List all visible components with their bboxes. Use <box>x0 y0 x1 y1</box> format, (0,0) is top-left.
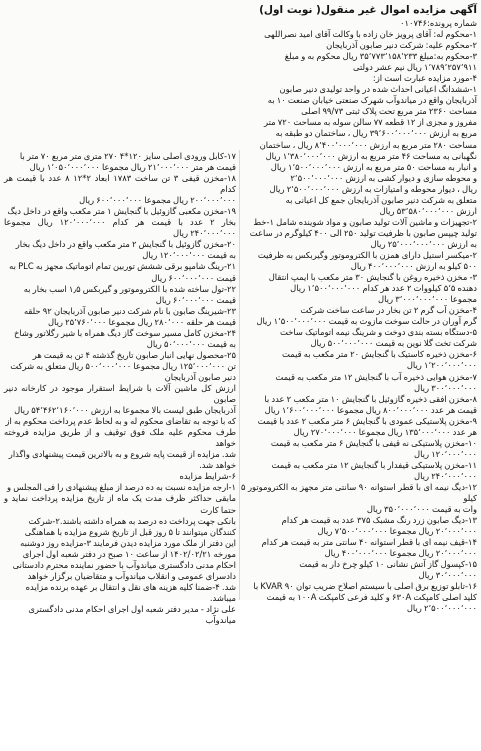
notice-line: ۲۴۰٬۰۰۰٬۰۰۰ ریال <box>414 470 477 481</box>
notice-line: ۱۵-کپسول گاز آتش نشانی ۱۰ کیلو چرخ دار به قیمت <box>299 559 477 570</box>
notice-line: شماره پرونده:۰۱۰۷۴۶ <box>400 18 477 28</box>
notice-line: دادسرای عمومی و انقلاب میاندوآب و متقاضیان برگزار خواهد <box>27 570 236 581</box>
notice-line: خواهد شد. <box>199 460 236 471</box>
notice-line: هر عدد ۱۳۵٬۰۰۰٬۰۰۰ ریال مجموعا ۲۷۰٬۰۰۰٬۰۰۰ ریال <box>293 426 477 437</box>
notice-line: ۷-مخزن هوایی ذخیره آب با گنجایش ۱۲ متر مکعب به قیمت <box>275 371 477 382</box>
notice-line: ۱-محکوم له: آقای پرویز خان زاده با وکالت آقای امید نصراللهی <box>264 29 477 40</box>
notice-line: مفروز و مجزی از ۱۲ قطعه ۷۷ سالن سوله به مساحت ۷۲۰ متر <box>263 117 477 128</box>
notice-line: ۱-ششدانگ اعیانی احداث شده در واحد تولیدی دنیر صابون <box>279 84 477 95</box>
notice-line: متعلق به شرکت دنیر صابون آذربایجان جمع کل اعیانی به <box>285 194 477 205</box>
notice-line: بانکی جهت پرداخت ده درصد به همراه داشته باشند.۲-شرکت <box>28 515 236 526</box>
notice-line: ارزش ۵۳٬۵۸۰٬۰۰۰٬۰۰۰ ریال <box>379 205 477 216</box>
notice-line: قیمت هر حلقه ۲۸۰٬۰۰۰ ریال مجموعا ۲۵٬۷۶۰٬۰۰۰ ریال <box>47 316 236 327</box>
notice-line: طرف محکوم علیه ملک فوق توقیف و از طریق مزایده فروخته خواهد <box>4 427 236 449</box>
notice-line: ۴-مخزن آب گرم ۲ تن بخار در ساعت ساخت شرکت <box>300 305 477 316</box>
notice-line: تن ۱۲۵٬۰۰۰٬۰۰۰ ریال مجموعا ۵۰۰٬۰۰۰٬۰۰۰ ریال متعلق به شرکت <box>10 360 236 371</box>
notice-line: ۱۸-مخزن قیفی ۳ تن ساخت ۱۷۸۳ ابعاد ۲*۱۲ ۸ عدد با قیمت هر کدام <box>4 173 236 195</box>
notice-line: میباشد. <box>209 592 236 603</box>
notice-right-column <box>241 4 477 614</box>
notice-line: ۳-محکوم به:مبلغ ۳۵٬۷۷۳٬۱۵۸٬۲۳۳ ریال محکوم به و مبلغ <box>284 51 477 62</box>
notice-line: آذربایجان واقع در میاندوآب شهرک صنعتی خیابان صنعت ۱۰ به <box>267 95 477 106</box>
notice-line: ۲۲-تول ساخته شده با الکتروموتور و گیربکس ۱٫۵ اسب بخار به <box>23 283 236 294</box>
notice-line: ۱۶-تابلو توزیع برق اصلی با سیستم اصلاح ضریب توان KVAR ۹۰ با <box>253 581 477 592</box>
notice-line: ۲۳-شیرینگ صابون با نام شرکت دنیر صابون آذربایجان ۹۲ حلقه <box>23 305 236 316</box>
notice-line: شرکت تخت گلا نوین به قیمت ۵۰۰٬۰۰۰٬۰۰۰ ریال <box>310 338 477 349</box>
notice-line: تولید چیپس صابون با ظرفیت تولید ۲۵۰ الی ۴۰۰ کیلوگرم در ساعت <box>249 227 477 238</box>
notice-line: به قیمت ۵۰٬۰۰۰٬۰۰۰ ریال <box>146 338 236 349</box>
notice-line: ۲۰۰٬۰۰۰٬۰۰۰ ریال مجموعا ۶۰۰٬۰۰۰٬۰۰۰ ریال <box>79 195 236 206</box>
notice-line: ۶-شرایط مزایده <box>179 471 236 482</box>
notice-line: ۵۰۰ کیلو به ارزش ۴۰۰٬۰۰۰٬۰۰۰ ریال <box>350 261 477 272</box>
notice-line: شد. ۴-ضمنا کلیه هزینه های نقل و انتقال بر عهده برنده مزایده <box>25 581 236 592</box>
notice-line: ۲۰-مخزن گازوئیل با گنجایش ۲ متر مکعب واقع در داخل دیگ بخار <box>15 239 236 250</box>
notice-line: ۶-مخزن ذخیره کاستیک با گنجایش ۲۰ متر مکعب به قیمت <box>282 349 477 360</box>
notice-line: ۲٬۵۰۰٬۰۰۰٬۰۰۰ ریال <box>406 603 477 614</box>
notice-line: گرم آوران در حالت سوخت مازوت به قیمت ۱٬۵۰۰٬۰۰۰٬۰۰۰ ریال <box>256 316 477 327</box>
notice-line: ۳۰۰٬۰۰۰٬۰۰۰ ریال <box>414 382 477 393</box>
notice-line: دهنده ۵٬۵ کیلووات ۲ عدد هر کدام ۱٬۵۰۰٬۰۰۰٬۰۰۰ ریال <box>290 283 477 294</box>
notice-line: میاندوآب <box>205 614 236 625</box>
notice-line: قیمت ۶۰۰٬۰۰۰٬۰۰۰ ریال <box>151 272 236 283</box>
notice-line: که با توجه به تقاضای محکوم له و به لحاظ عدم پرداخت محکوم به از <box>5 416 236 427</box>
notice-line: بخار ۲ عدد با قیمت هر کدام ۱۲۰٬۰۰۰٬۰۰۰ ریال مجموعا ۲۴۰٬۰۰۰٬۰۰۰ ریال <box>4 217 236 239</box>
notice-line: این دفتر از ملک مورد مزایده دیدن فرمایند ۳-مزایده روز دوشنبه <box>20 537 236 548</box>
notice-line: شد. مزایده از قیمت پایه شروع و به بالاترین قیمت پیشنهادی واگذار <box>8 449 236 460</box>
notice-line: ۱-ارجه مزایده نسبت به ده درصد از مبلغ پیشنهادی را فی المجلس و <box>7 482 236 493</box>
notice-line: مربع به ارزش ۳۹٬۶۰۰٬۰۰۰٬۰۰۰ ریال ، ساختمان دو طبقه به <box>275 128 477 139</box>
notice-line: ۲-محکوم علیه: شرکت دنیر صابون آذربایجان <box>326 40 477 51</box>
notice-line: به قیمت ۱۲۰٬۰۰۰٬۰۰۰ ریال <box>142 250 236 261</box>
notice-line: ۲۵-محصول نهایی انبار صابون تاریخ گذشته ۴ تن به قیمت هر <box>32 349 236 360</box>
notice-line: مساحت ۲۸۰ متر مربع به ارزش ۸٬۴۰۰٬۰۰۰٬۰۰۰ ریال ، ساختمان <box>259 139 477 150</box>
notice-line: ارزش کل ماشین آلات با شرایط استقرار موجود در کارخانه دنیر صابون <box>4 382 236 405</box>
notice-line: قیمت هر عدد ۸۰۰٬۰۰۰٬۰۰۰ ریال مجموعا ۱٬۶۰۰٬۰۰۰٬۰۰۰ ریال <box>264 404 477 415</box>
notice-line: قیمت ۶۰٬۰۰۰٬۰۰۰ ریال <box>155 294 236 305</box>
notice-line: ریال ، دیوار محوطه و امتیازات به ارزش ۲٬۵۰۰٬۰۰۰٬۰۰۰ ریال <box>269 183 477 194</box>
notice-line: مورخه ۱۴۰۲/۰۲/۲۱ از ساعت ۱۰ صبح در دفتر شعبه اول اجرای <box>22 548 236 559</box>
notice-line: دنیر صابون آذربایجان <box>164 371 236 382</box>
column-divider <box>239 150 240 600</box>
notice-line: ۲۱-رینگ شامپو برقی ششش توربین تمام اتوماتیک مجهز به PLC به <box>9 261 236 272</box>
notice-line: ۱۲۰٬۰۰۰٬۰۰۰ ریال <box>414 448 477 459</box>
notice-line: ۱۷-کابل ورودی اصلی سایز ۱۲۰*۴ ۲۷۰ متری متر مربع ۷۰ متر با <box>19 151 236 161</box>
notice-line: ۱٬۷۸۹٬۲۵۷٬۹۱۱ ریال نیم عشر دولتی <box>353 62 477 73</box>
notice-line: ۴-مورد مزایده عبارت است از: <box>372 73 477 84</box>
notice-line: ۱۹-مخزن مکعبی گازوئیل با گنجایش ۱ متر مکعب واقع در داخل دیگ <box>7 206 236 217</box>
notice-line: ۲۰٬۰۰۰٬۰۰۰ ریال مجموعا ۴۰۰٬۰۰۰٬۰۰۰ ریال <box>324 548 477 559</box>
notice-line: ۹-مخزن پلاستیکی عمودی با گنجایش ۶ متر مکعب ۲ عدد با قیمت <box>257 415 477 426</box>
notice-line: کلید اصلی کامپکت ۶۳۰A و کلید فرعی کامپکت ۱۰۰A به قیمت <box>266 592 477 603</box>
notice-line: ۱۰-مخزن پلاستیکی نه قیفی با گنجایش ۶ متر مکعب به قیمت <box>270 437 477 448</box>
notice-line: و محوطه سازی و دیوار کشی به ارزش ۲٬۵۰۰٬۰۰۰٬۰۰۰ <box>290 172 477 183</box>
notice-line: قیمت هر متر ۲۱٬۰۰۰٬۰۰۰ ریال مجموعا ۱٬۰۵۰٬۰۰۰٬۰۰۰ ریال <box>29 162 236 173</box>
notice-line: ۱۳-دیگ صابون زرد رنگ مشبک ۳۷۵ عدد به قیمت هر کدام <box>281 515 477 526</box>
notice-line: وات به قیمت ۳۵۰٬۰۰۰٬۰۰۰ ریال <box>366 504 477 515</box>
notice-line: ۲-میکسر استیل دارای همزن با الکتروموتور وگیربکس به ظرفیت <box>257 249 477 260</box>
notice-line: به ارزش ۲۵٬۰۰۰٬۰۰۰٬۰۰۰ ریال <box>370 238 477 249</box>
notice-line: ۱۱-مخزن پلاستیکی قیفدار با گنجایش ۱۲ متر مکعب به قیمت <box>271 459 477 470</box>
notice-line: ۲-تجهیزات و ماشین آلات تولید صابون و مواد شوینده شامل ۱-خط <box>253 216 477 227</box>
notice-line: ۱۴-قیف نیمه ای با قطر استوانه ۴۰ سانتی متر به قیمت هر کدام <box>261 537 477 548</box>
notice-line: کنندگان میتوانند تا ۵ روز قبل از تاریخ شروع مزایده با هماهنگی <box>24 526 236 537</box>
notice-line: ۲۰٬۰۰۰٬۰۰۰ ریال مجموعا ۷٬۵۰۰٬۰۰۰٬۰۰۰ ریال <box>317 526 477 537</box>
notice-line: ۱٬۲۰۰٬۰۰۰٬۰۰۰ ریال <box>406 360 477 371</box>
notice-line: ۳- مخزن ذخیره روغن با گنجایش ۳۰ متر مکعب با ایمپ انتقال <box>268 272 477 283</box>
notice-line: ۲۴-مخزن کامل مسیر سوخت گاز دیگ همراه با شیر رگلاتور وشاخ <box>13 327 236 338</box>
notice-title: آگهی مزایده اموال غیر منقول( نوبت اول) <box>259 4 477 16</box>
notice-line: علی نژاد - مدیر دفتر شعبه اول اجرای احکام مدنی دادگستری <box>28 603 236 614</box>
notice-line: و انبار به مساحت ۵۰ متر مربع به ارزش ۱٬۵۰۰٬۰۰۰٬۰۰۰ ریال <box>270 161 477 172</box>
notice-line: نگهبانی به مساحت ۴۶ متر مربع به ارزش ۱٬۳۸۰٬۰۰۰٬۰۰۰ ریال <box>265 150 477 161</box>
notice-line: مساحت ۲۳۶۰ متر مربع تحت پلاک ثبتی ۹۹/۷۳ اصلی <box>301 106 477 117</box>
notice-line: احکام مدنی دادگستری میاندوآب با حضور نماینده محترم دادستانی <box>12 559 236 570</box>
notice-line: ۳۰٬۰۰۰٬۰۰۰ ریال <box>418 570 477 581</box>
notice-line: آذربایجان طبق لیست بالا مجموعا به ارزش ۵۴٬۴۶۲٬۱۶۰٬۰۰۰ ریال <box>14 405 236 416</box>
notice-line: ۸-مخزن افقی ذخیره گازوئیل با گنجایش ۱۰ متر مکعب ۲ عدد با <box>264 393 477 404</box>
notice-left-column <box>4 151 236 751</box>
notice-line: مجموعا ۳٬۰۰۰٬۰۰۰٬۰۰۰ ریال <box>378 294 477 305</box>
notice-line: ۵-دستگاه بسته بندی دوخت و شرینگ نیمه اتوماتیک ساخت <box>279 327 477 338</box>
notice-line: مابقی حداکثر ظرف مدت یک ماه از تاریخ مزایده پرداخت نماید و حتما کارت <box>4 493 236 515</box>
notice-line: ۱۲-دیگ نیمه ای با قطر استوانه ۹۰ سانتی متر مجهز به الکتروموتور ۵ کیلو <box>241 481 477 504</box>
